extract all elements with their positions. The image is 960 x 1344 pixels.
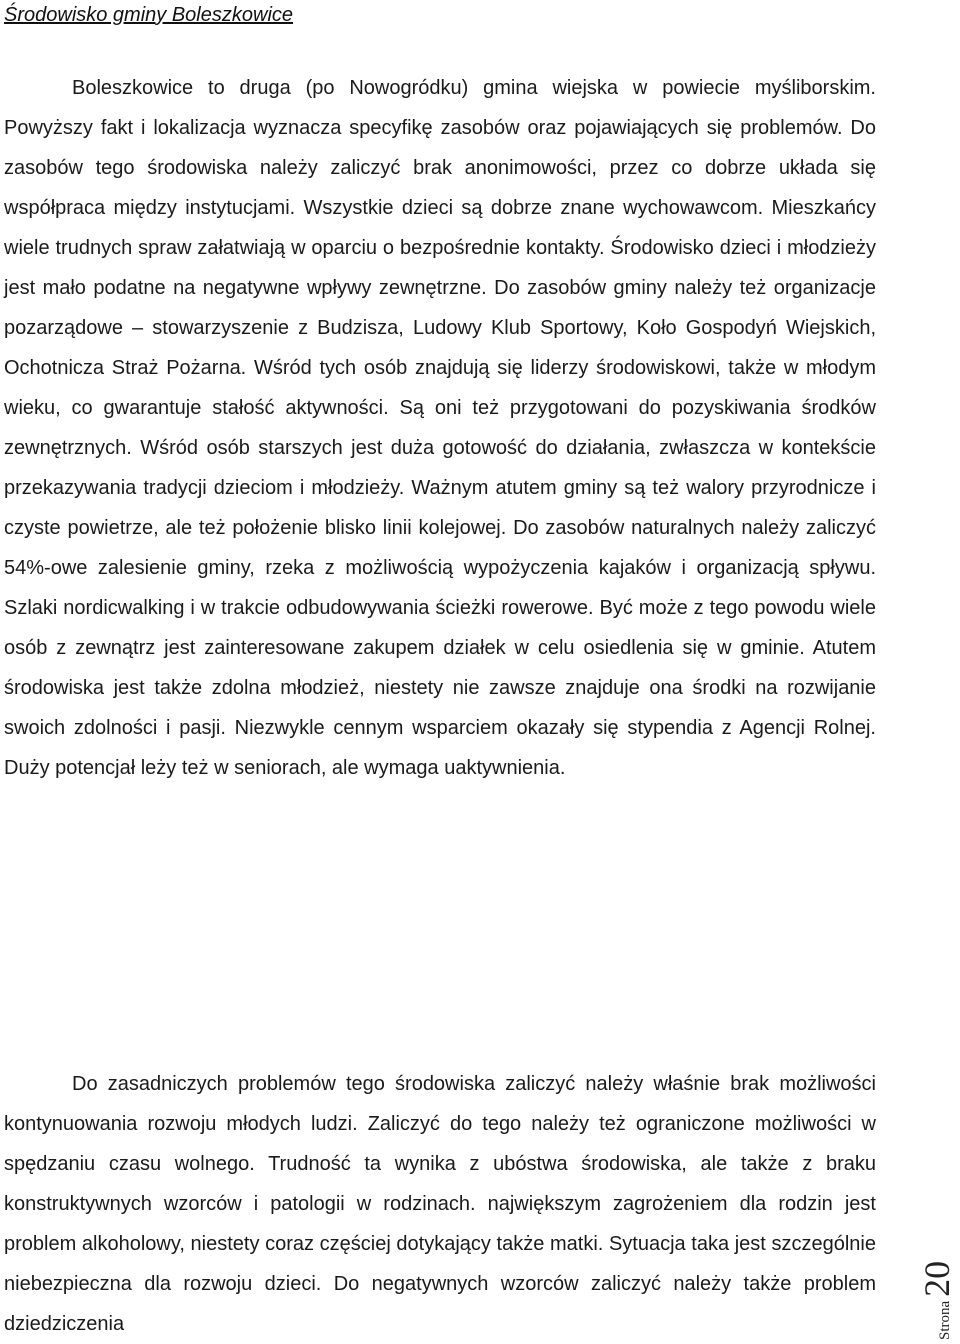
section-heading: Środowisko gminy Boleszkowice — [4, 4, 294, 26]
page-footer — [917, 1230, 958, 1340]
paragraph-resources: Boleszkowice to druga (po Nowogródku) gmina wiejska w powiecie myśliborskim. Powyższy fakt i lokalizacja wyznacza specyfikę zasobów oraz pojawiających się problemów. Do zasobów tego środowiska należy zaliczyć brak anonimowości, przez co dobrze układa się współpraca między instytucjami. Wszystkie dzieci są dobrze znane wychowawcom. Mieszkańcy wiele trudnych spraw załatwiają w oparciu o bezpośrednie kontakty. Środowisko dzieci i młodzieży jest mało podatne na negatywne wpływy zewnętrzne. Do zasobów gminy należy też organizacje pozarządowe – stowarzyszenie z Budzisza, Ludowy Klub Sportowy, Koło Gospodyń Wiejskich, Ochotnicza Straż Pożarna. Wśród tych osób znajdują się liderzy środowiskowi, także w młodym wieku, co gwarantuje stałość aktywności. Są oni też przygotowani do pozyskiwania środków zewnętrznych. Wśród osób starszych jest duża gotowość do działania, zwłaszcza w kontekście przekazywania tradycji dzieciom i młodzieży. Ważnym atutem gminy są też walory przyrodnicze i czyste powietrze, ale też położenie blisko linii kolejowej. Do zasobów naturalnych należy zaliczyć 54%-owe zalesienie gminy, rzeka z możliwością wypożyczenia kajaków i organizacją spływu. Szlaki nordicwalking i w trakcie odbudowywania ścieżki rowerowe. Być może z tego powodu wiele osób z zewnątrz jest zainteresowane zakupem działek w celu osiedlenia się w gminie. Atutem środowiska jest także zdolna młodzież, niestety nie zawsze znajduje ona środki na rozwijanie swoich zdolności i pasji. Niezwykle cennym wsparciem okazały się stypendia z Agencji Rolnej. Duży potencjał leży też w seniorach, ale wymaga uaktywnienia. — [4, 77, 876, 779]
paragraph-problems: Do zasadniczych problemów tego środowiska zaliczyć należy właśnie brak możliwości kontynuowania rozwoju młodych ludzi. Zaliczyć do tego należy też ograniczone możliwości w spędzaniu czasu wolnego. Trudność ta wynika z ubóstwa środowiska, ale także z braku konstruktywnych wzorców i patologii w rodzinach. największym zagrożeniem dla rodzin jest problem alkoholowy, niestety coraz częściej dotykający także matki. Sytuacja taka jest szczególnie niebezpieczna dla rozwoju dzieci. Do negatywnych wzorców zaliczyć należy także problem dziedziczenia — [4, 1073, 876, 1335]
page-label: Strona — [937, 1300, 953, 1340]
page-number: 20 — [917, 1260, 957, 1297]
page-number-block — [916, 1261, 958, 1340]
